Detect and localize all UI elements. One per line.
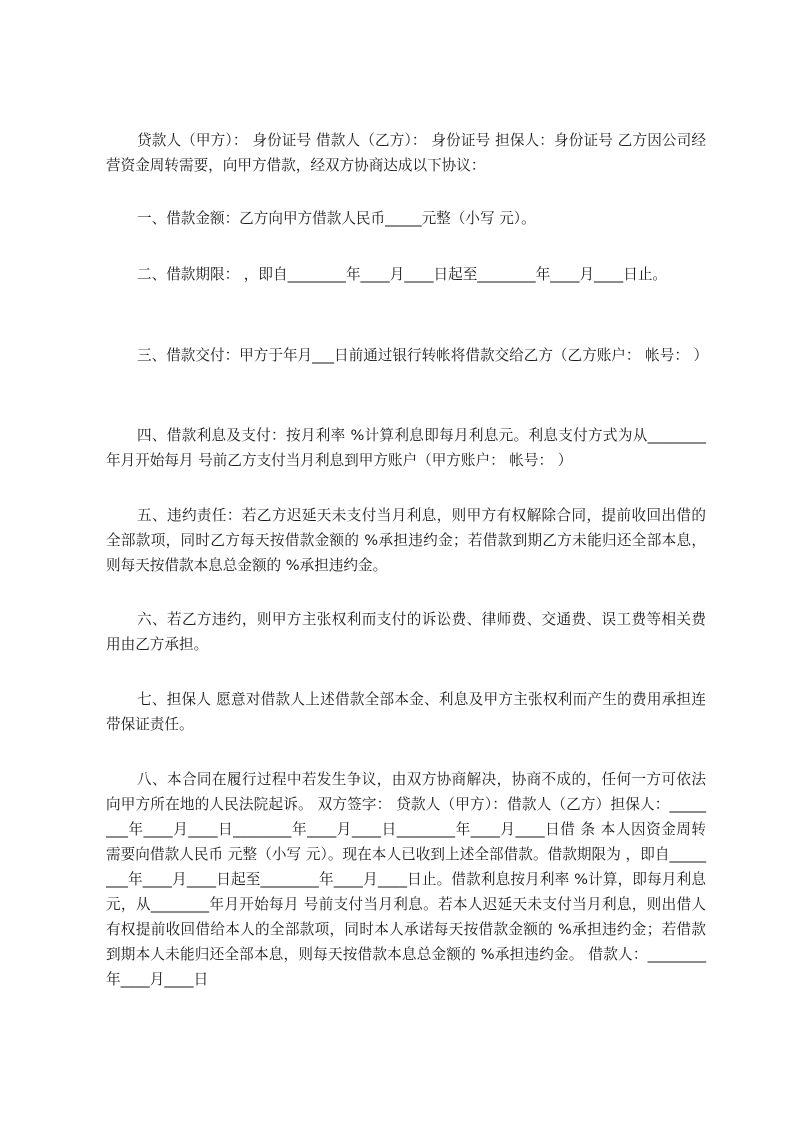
clause-interest-payment: 四、借款利息及支付：按月利率 %计算利息即每月利息元。利息支付方式为从________年月开始每月 号前乙方支付当月利息到甲方账户（甲方账户： 帐号： ） bbox=[106, 427, 706, 469]
clause-guarantor: 七、担保人 愿意对借款人上述借款全部本金、利息及甲方主张权利而产生的费用承担连带保证责任。 bbox=[106, 691, 706, 733]
clause-loan-amount: 一、借款金额：乙方向甲方借款人民币_____元整（小写 元）。 bbox=[137, 210, 536, 227]
clause-breach-liability: 五、违约责任：若乙方迟延天未支付当月利息，则甲方有权解除合同，提前收回出借的全部款项，同时乙方每天按借款金额的 %承担违约金；若借款到期乙方未能归还全部本息，则每天按借款本息总金额的 %承担违约金。 bbox=[106, 507, 706, 574]
contract-header-paragraph: 贷款人（甲方）： 身份证号 借款人（乙方）： 身份证号 担保人：身份证号 乙方因公司经营资金周转需要，向甲方借款，经双方协商达成以下协议： bbox=[106, 132, 706, 174]
clause-loan-delivery: 三、借款交付：甲方于年月___日前通过银行转帐将借款交给乙方（乙方账户： 帐号： ） bbox=[137, 347, 709, 364]
clause-loan-term: 二、借款期限： ，即自________年____月____日起至________年____月____日止。 bbox=[137, 266, 668, 283]
clause-legal-costs: 六、若乙方违约，则甲方主张权利而支付的诉讼费、律师费、交通费、误工费等相关费用由乙方承担。 bbox=[106, 611, 706, 653]
clause-dispute-and-iou: 八、本合同在履行过程中若发生争议，由双方协商解决，协商不成的，任何一方可依法向甲方所在地的人民法院起诉。 双方签字： 贷款人（甲方）：借款人（乙方）担保人：________年____月____日________年____月____日________年____月____日借 条 本人因资金周转需要向借款人民币 元整（小写 元）。现在本人已收到上述全部借款。借款期限为 ，即自________年____月____日起至________年____月____日止。借款利息按月利率 %计算，即每月利息 元，从________年月开始每月 号前支付当月利息。若本人迟延天未支付当月利息，则出借人有权提前收回借给本人的全部款项，同时本人承诺每天按借款金额的 %承担违约金；若借款到期本人未能归还全部本息，则每天按借款本息总金额的 %承担违约金。 借款人：________年____月____日 bbox=[106, 771, 706, 988]
